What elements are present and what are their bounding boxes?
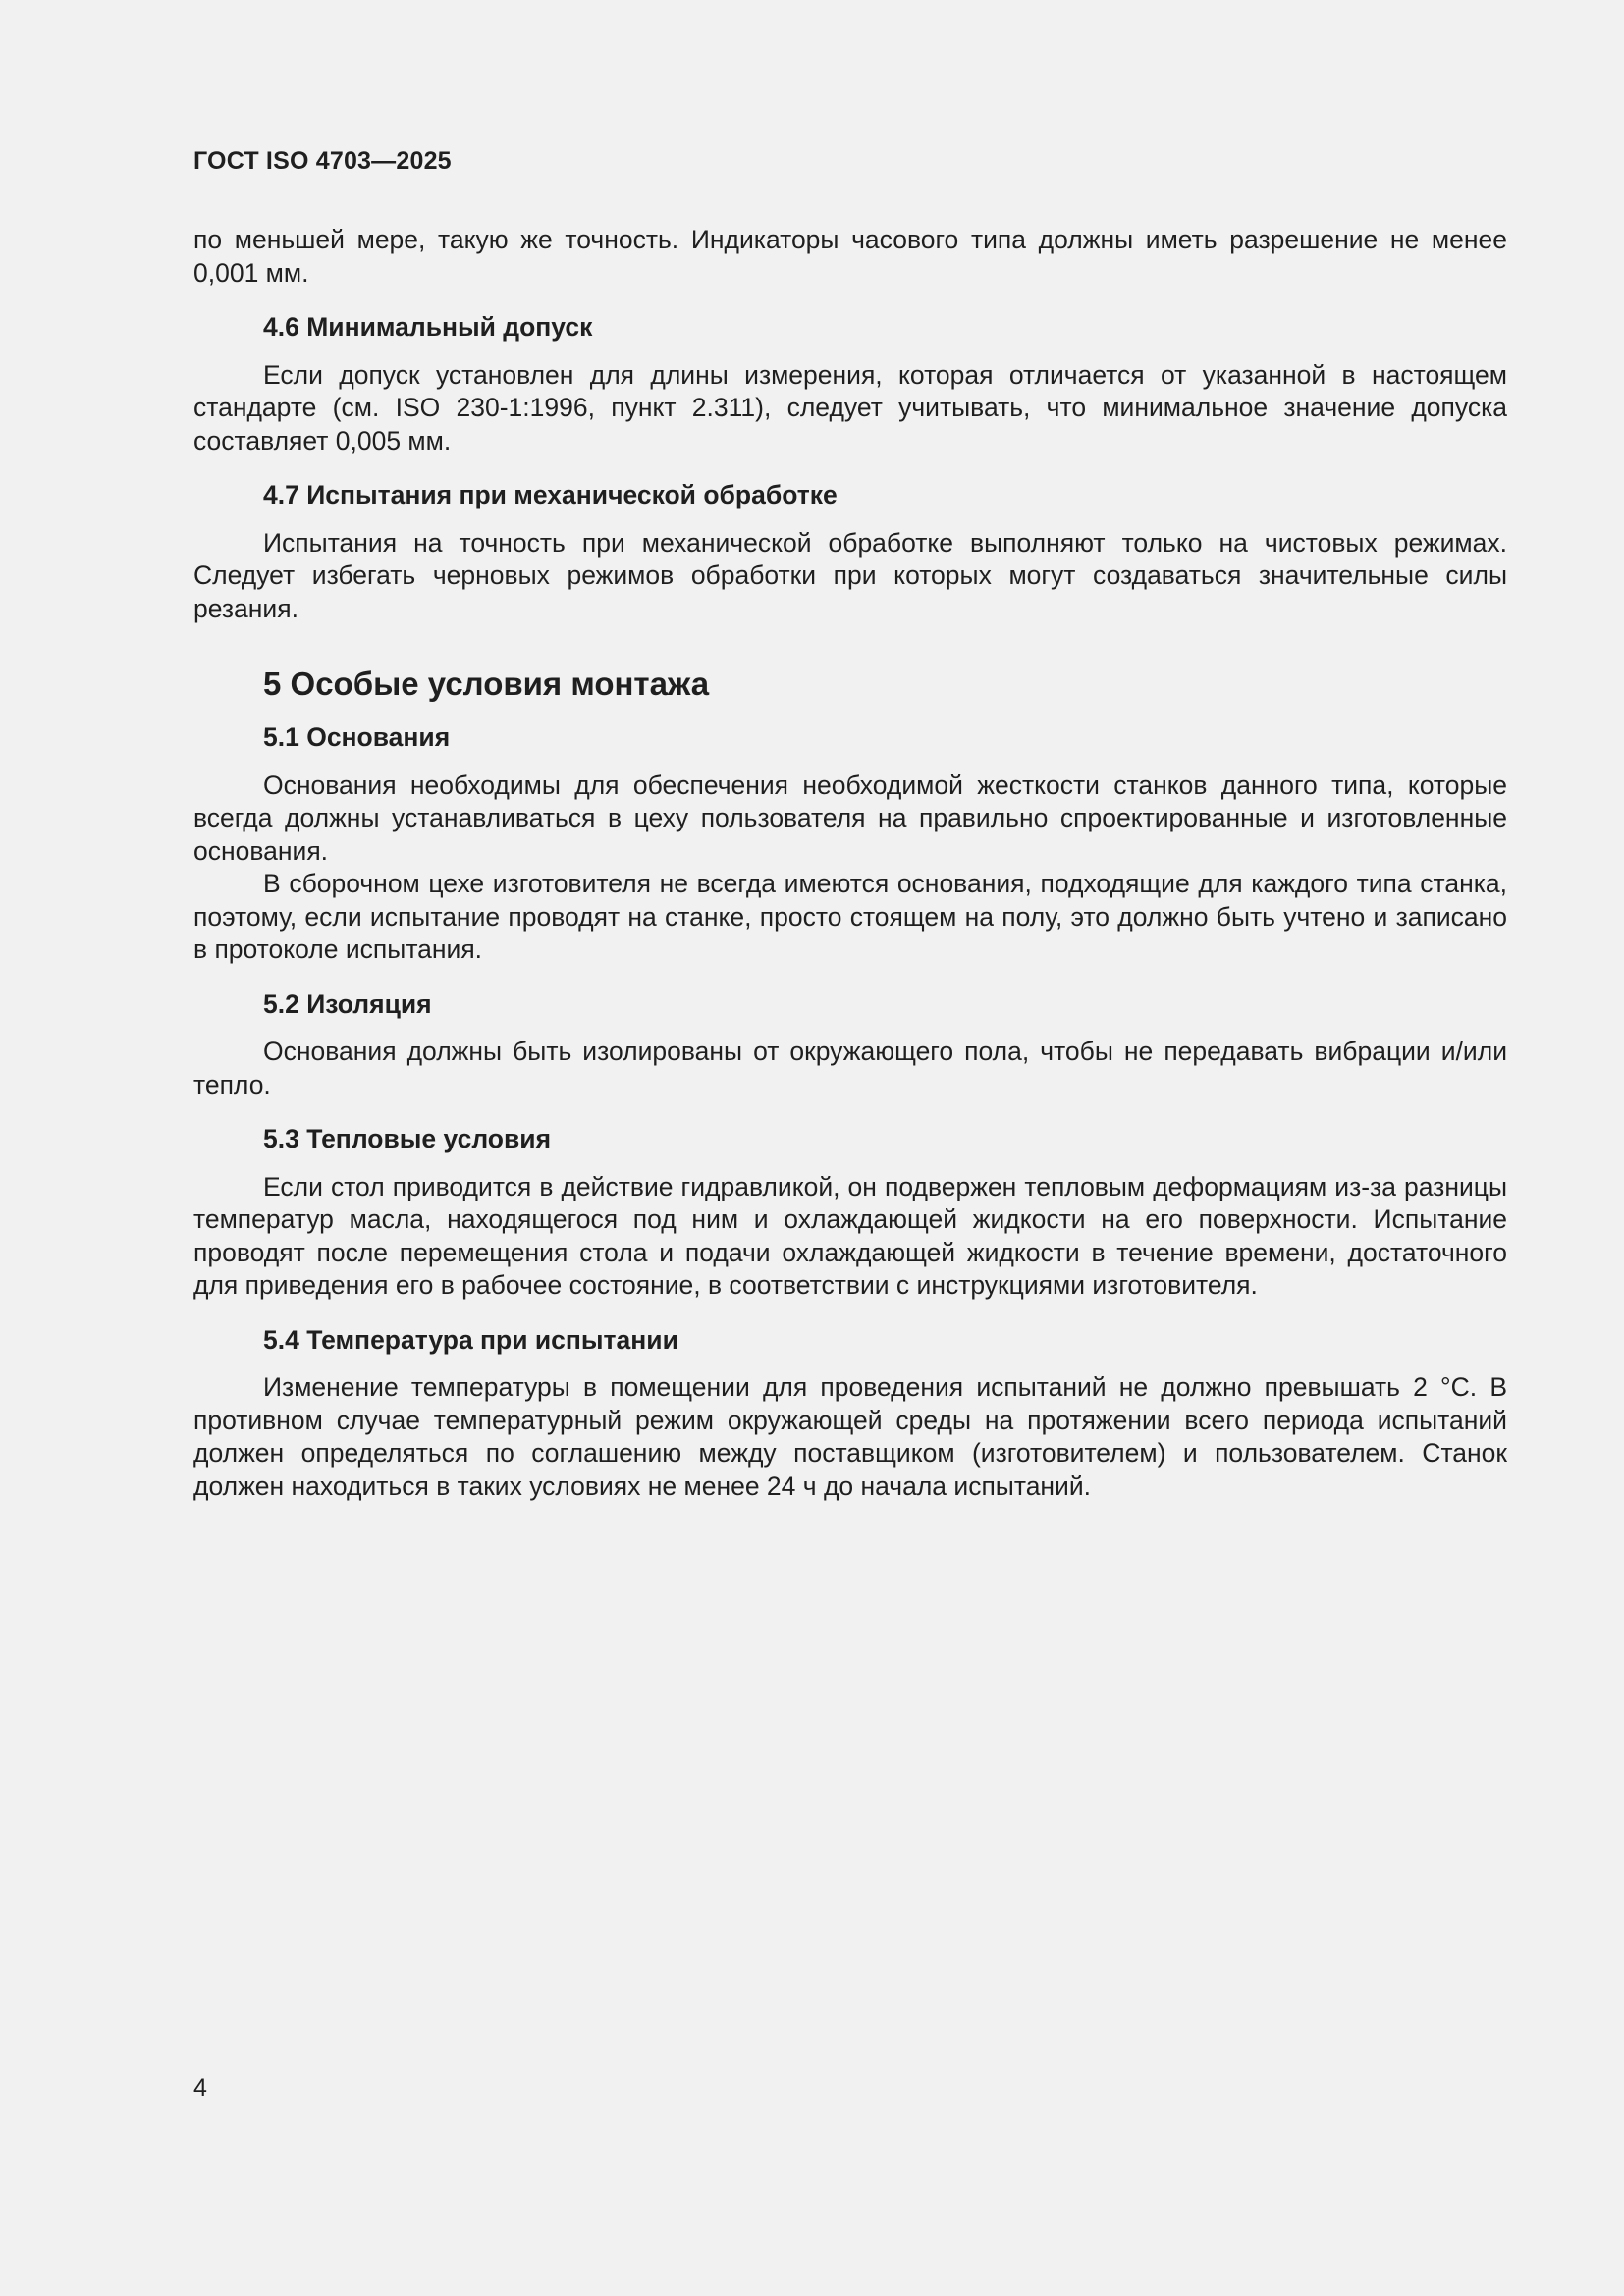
section-5-1-paragraph-1: Основания необходимы для обеспечения необходимой жесткости станков данного типа, которые всегда должны устанавливаться в цеху пользователя на правильно спроектированные и изготовленные основания.: [193, 770, 1507, 866]
section-4-7-heading: 4.7 Испытания при механической обработке: [263, 480, 838, 509]
intro-paragraph: по меньшей мере, такую же точность. Индикаторы часового типа должны иметь разрешение не менее 0,001 мм.: [193, 225, 1507, 288]
body-text: [193, 224, 1507, 1503]
section-5-1-paragraph-2: В сборочном цехе изготовителя не всегда имеются основания, подходящие для каждого типа станка, поэтому, если испытание проводят на станке, просто стоящем на полу, это должно быть учтено и записано в протоколе испытания.: [193, 869, 1507, 964]
section-5-4-heading: 5.4 Температура при испытании: [263, 1324, 678, 1355]
section-5-3-paragraph: Если стол приводится в действие гидравликой, он подвержен тепловым деформациям из-за разницы температур масла, находящегося под ним и охлаждающей жидкости на его поверхности. Испытание проводят после перемещения стола и подачи охлаждающей жидкости в течение времени, достаточного для приведения его в рабочее состояние, в соответствии с инструкциями изготовителя.: [193, 1171, 1507, 1300]
section-5-2-paragraph: Основания должны быть изолированы от окружающего пола, чтобы не передавать вибрации и/или тепло.: [193, 1037, 1507, 1099]
section-5-4-paragraph: Изменение температуры в помещении для проведения испытаний не должно превышать 2 °С. В противном случае температурный режим окружающей среды на протяжении всего периода испытаний должен определяться по соглашению между поставщиком (изготовителем) и пользователем. Станок должен находиться в таких условиях не менее 24 ч до начала испытаний.: [193, 1372, 1507, 1501]
section-5-heading: 5 Особые условия монтажа: [263, 666, 710, 702]
section-5-1-heading: 5.1 Основания: [263, 722, 451, 752]
section-4-6-heading: 4.6 Минимальный допуск: [263, 312, 593, 342]
section-5-3-heading: 5.3 Тепловые условия: [263, 1124, 552, 1153]
section-5-2-heading: 5.2 Изоляция: [263, 988, 432, 1019]
section-4-7-paragraph: Испытания на точность при механической обработке выполняют только на чистовых режимах. Следует избегать черновых режимов обработки при которых могут создаваться значительные силы резания.: [193, 527, 1507, 623]
page-number: 4: [193, 2074, 207, 2102]
running-header: ГОСТ ISO 4703—2025: [193, 147, 452, 175]
section-4-6-paragraph: Если допуск установлен для длины измерения, которая отличается от указанной в настоящем стандарте (см. ISO 230-1:1996, пункт 2.311), следует учитывать, что минимальное значение допуска составляет 0,005 мм.: [193, 359, 1507, 455]
